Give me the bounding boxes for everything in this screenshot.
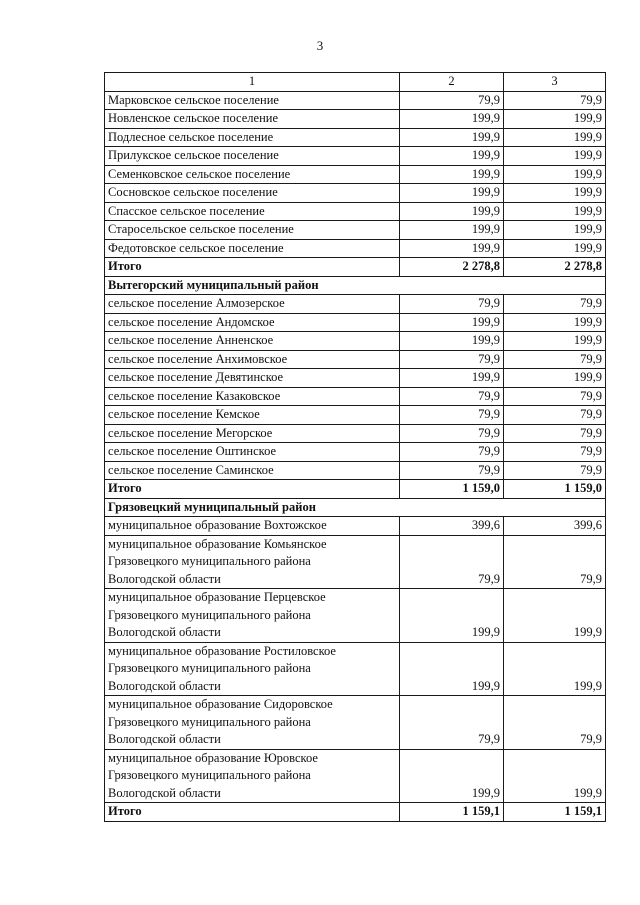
- value-col-2: 199,9: [400, 313, 504, 332]
- value-col-3: 399,6: [504, 517, 606, 536]
- value-col-2: 79,9: [400, 696, 504, 750]
- value-col-2: 79,9: [400, 387, 504, 406]
- value-col-3: 79,9: [504, 424, 606, 443]
- district-header-row: [105, 276, 606, 295]
- value-col-3: 199,9: [504, 332, 606, 351]
- table-row: [105, 387, 606, 406]
- municipality-name: Старосельское сельское поселение: [105, 221, 400, 240]
- value-col-2: 199,9: [400, 369, 504, 388]
- table-row: [105, 350, 606, 369]
- value-col-2: 199,9: [400, 147, 504, 166]
- municipality-name: сельское поселение Казаковское: [105, 387, 400, 406]
- table-row: [105, 589, 606, 643]
- table-row: [105, 184, 606, 203]
- municipality-name: муниципальное образование Перцевское Грязовецкого муниципального района Вологодской области: [105, 589, 400, 643]
- value-col-2: 199,9: [400, 332, 504, 351]
- block-1: [105, 91, 606, 258]
- table-row: [105, 332, 606, 351]
- value-col-3: 79,9: [504, 91, 606, 110]
- value-col-3: 199,9: [504, 749, 606, 803]
- total-value-3: 1 159,1: [504, 803, 606, 822]
- table-row: [105, 369, 606, 388]
- table-row: [105, 202, 606, 221]
- table-row: [105, 535, 606, 589]
- value-col-3: 79,9: [504, 406, 606, 425]
- municipality-name: Новленское сельское поселение: [105, 110, 400, 129]
- table-row: [105, 424, 606, 443]
- municipality-name: муниципальное образование Сидоровское Грязовецкого муниципального района Вологодской области: [105, 696, 400, 750]
- table-row: [105, 147, 606, 166]
- block-3: [105, 535, 606, 803]
- value-col-2: 79,9: [400, 424, 504, 443]
- header-col-3: 3: [504, 73, 606, 92]
- value-col-3: 79,9: [504, 387, 606, 406]
- table-row: [105, 91, 606, 110]
- table-row: [105, 642, 606, 696]
- total-value-3: 1 159,0: [504, 480, 606, 499]
- municipality-name: сельское поселение Девятинское: [105, 369, 400, 388]
- block-2: [105, 295, 606, 480]
- municipality-name: сельское поселение Анхимовское: [105, 350, 400, 369]
- value-col-3: 79,9: [504, 443, 606, 462]
- value-col-3: 199,9: [504, 147, 606, 166]
- total-label: Итого: [105, 480, 400, 499]
- value-col-2: 199,9: [400, 589, 504, 643]
- table-header-row: [105, 73, 606, 92]
- value-col-3: 199,9: [504, 110, 606, 129]
- table-row: [105, 313, 606, 332]
- district-title: Грязовецкий муниципальный район: [105, 498, 606, 517]
- value-col-2: 199,9: [400, 128, 504, 147]
- table-row: [105, 696, 606, 750]
- value-col-2: 199,9: [400, 184, 504, 203]
- allocation-table: [104, 72, 606, 822]
- municipality-name: сельское поселение Саминское: [105, 461, 400, 480]
- value-col-2: 399,6: [400, 517, 504, 536]
- value-col-3: 79,9: [504, 295, 606, 314]
- value-col-2: 79,9: [400, 295, 504, 314]
- value-col-2: 199,9: [400, 749, 504, 803]
- value-col-2: 79,9: [400, 535, 504, 589]
- value-col-3: 199,9: [504, 642, 606, 696]
- table-row: [105, 443, 606, 462]
- page-number: 3: [316, 38, 324, 53]
- municipality-name: сельское поселение Оштинское: [105, 443, 400, 462]
- value-col-2: 79,9: [400, 443, 504, 462]
- total-value-2: 2 278,8: [400, 258, 504, 277]
- total-row: [105, 803, 606, 822]
- value-col-2: 199,9: [400, 165, 504, 184]
- table-row: [105, 128, 606, 147]
- table-row: [105, 165, 606, 184]
- municipality-name: муниципальное образование Комьянское Грязовецкого муниципального района Вологодской области: [105, 535, 400, 589]
- value-col-3: 199,9: [504, 128, 606, 147]
- table-row: [105, 749, 606, 803]
- municipality-name: Прилукское сельское поселение: [105, 147, 400, 166]
- municipality-name: сельское поселение Андомское: [105, 313, 400, 332]
- header-col-1: 1: [105, 73, 400, 92]
- value-col-3: 199,9: [504, 165, 606, 184]
- municipality-name: сельское поселение Алмозерское: [105, 295, 400, 314]
- value-col-2: 199,9: [400, 202, 504, 221]
- municipality-name: Подлесное сельское поселение: [105, 128, 400, 147]
- table-row: [105, 110, 606, 129]
- value-col-3: 79,9: [504, 696, 606, 750]
- municipality-name: Марковское сельское поселение: [105, 91, 400, 110]
- municipality-name: сельское поселение Мегорское: [105, 424, 400, 443]
- total-label: Итого: [105, 803, 400, 822]
- total-value-2: 1 159,1: [400, 803, 504, 822]
- value-col-2: 199,9: [400, 110, 504, 129]
- table-row: [105, 239, 606, 258]
- municipality-name: Спасское сельское поселение: [105, 202, 400, 221]
- value-col-3: 199,9: [504, 369, 606, 388]
- total-label: Итого: [105, 258, 400, 277]
- table-row: [105, 295, 606, 314]
- value-col-2: 79,9: [400, 461, 504, 480]
- header-col-2: 2: [400, 73, 504, 92]
- value-col-3: 79,9: [504, 350, 606, 369]
- value-col-2: 199,9: [400, 642, 504, 696]
- value-col-3: 79,9: [504, 461, 606, 480]
- table-row: [105, 517, 606, 536]
- total-row: [105, 480, 606, 499]
- block-1-total: [105, 258, 606, 295]
- municipality-name: Сосновское сельское поселение: [105, 184, 400, 203]
- value-col-3: 199,9: [504, 202, 606, 221]
- municipality-name: сельское поселение Кемское: [105, 406, 400, 425]
- value-col-3: 199,9: [504, 239, 606, 258]
- municipality-name: муниципальное образование Ростиловское Грязовецкого муниципального района Вологодской области: [105, 642, 400, 696]
- table-row: [105, 406, 606, 425]
- municipality-name: сельское поселение Анненское: [105, 332, 400, 351]
- total-value-3: 2 278,8: [504, 258, 606, 277]
- value-col-3: 199,9: [504, 221, 606, 240]
- value-col-2: 79,9: [400, 91, 504, 110]
- value-col-2: 79,9: [400, 406, 504, 425]
- municipality-name: муниципальное образование Юровское Грязовецкого муниципального района Вологодской области: [105, 749, 400, 803]
- value-col-2: 199,9: [400, 221, 504, 240]
- district-title: Вытегорский муниципальный район: [105, 276, 606, 295]
- total-value-2: 1 159,0: [400, 480, 504, 499]
- table-row: [105, 221, 606, 240]
- municipality-name: Федотовское сельское поселение: [105, 239, 400, 258]
- municipality-name: Семенковское сельское поселение: [105, 165, 400, 184]
- value-col-3: 199,9: [504, 184, 606, 203]
- value-col-3: 79,9: [504, 535, 606, 589]
- table-row: [105, 461, 606, 480]
- value-col-2: 199,9: [400, 239, 504, 258]
- block-3-total: [105, 803, 606, 822]
- municipality-name: муниципальное образование Вохтожское: [105, 517, 400, 536]
- value-col-3: 199,9: [504, 313, 606, 332]
- block-2-total: [105, 480, 606, 536]
- value-col-2: 79,9: [400, 350, 504, 369]
- value-col-3: 199,9: [504, 589, 606, 643]
- district-header-row: [105, 498, 606, 517]
- total-row: [105, 258, 606, 277]
